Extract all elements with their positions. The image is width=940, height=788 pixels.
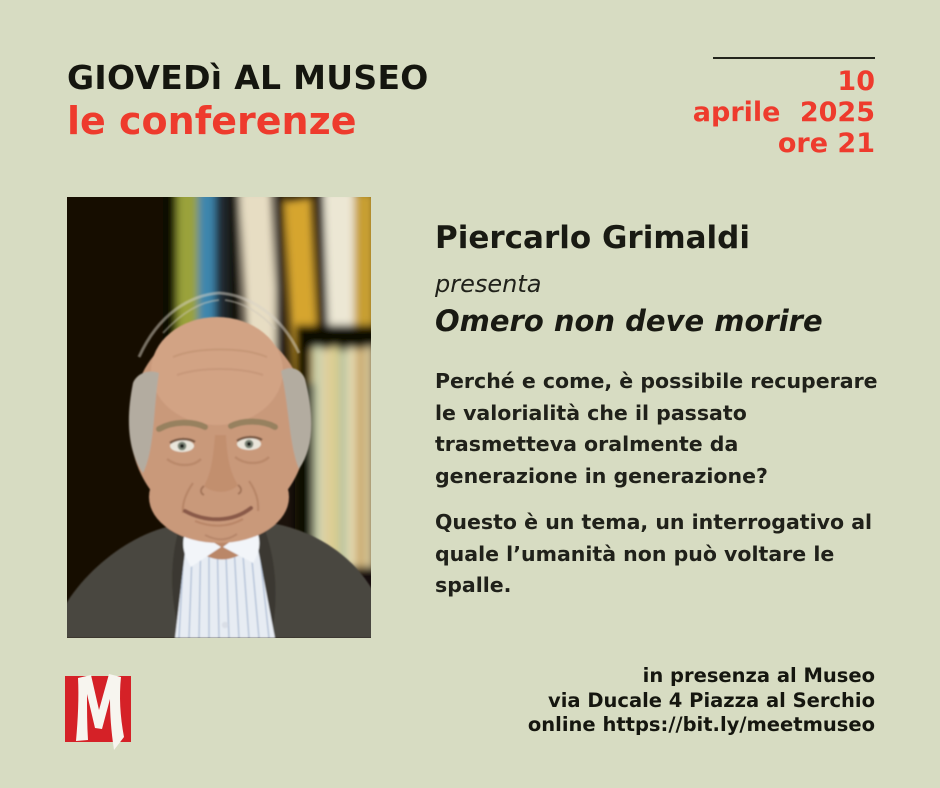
talk-title: Omero non deve morire <box>435 304 823 338</box>
poster-eyebrow: GIOVEDì AL MUSEO <box>67 58 429 97</box>
speaker-portrait-photo <box>67 197 371 638</box>
venue-line-address: via Ducale 4 Piazza al Serchio <box>547 688 875 712</box>
museum-m-logo <box>65 672 131 752</box>
event-date-block <box>693 66 875 159</box>
event-day: 10 <box>837 66 875 97</box>
venue-line-online-url: online https://bit.ly/meetmuseo <box>527 713 875 736</box>
venue-info-block <box>528 664 875 738</box>
event-time: ore 21 <box>777 128 875 159</box>
event-month-year: aprile 2025 <box>692 97 875 128</box>
speaker-name: Piercarlo Grimaldi <box>435 220 750 256</box>
talk-abstract <box>435 366 887 617</box>
presents-label: presenta <box>435 270 542 298</box>
abstract-paragraph: Questo è un tema, un interrogativo al quale l’umanità non può voltare le spalle. <box>435 510 873 597</box>
date-divider-rule <box>713 57 875 59</box>
abstract-paragraph: Perché e come, è possibile recuperare le valorialità che il passato trasmetteva oralmente da generazione in generazione? <box>435 369 878 488</box>
series-title: le conferenze <box>67 99 357 143</box>
venue-line-presence: in presenza al Museo <box>642 664 875 687</box>
